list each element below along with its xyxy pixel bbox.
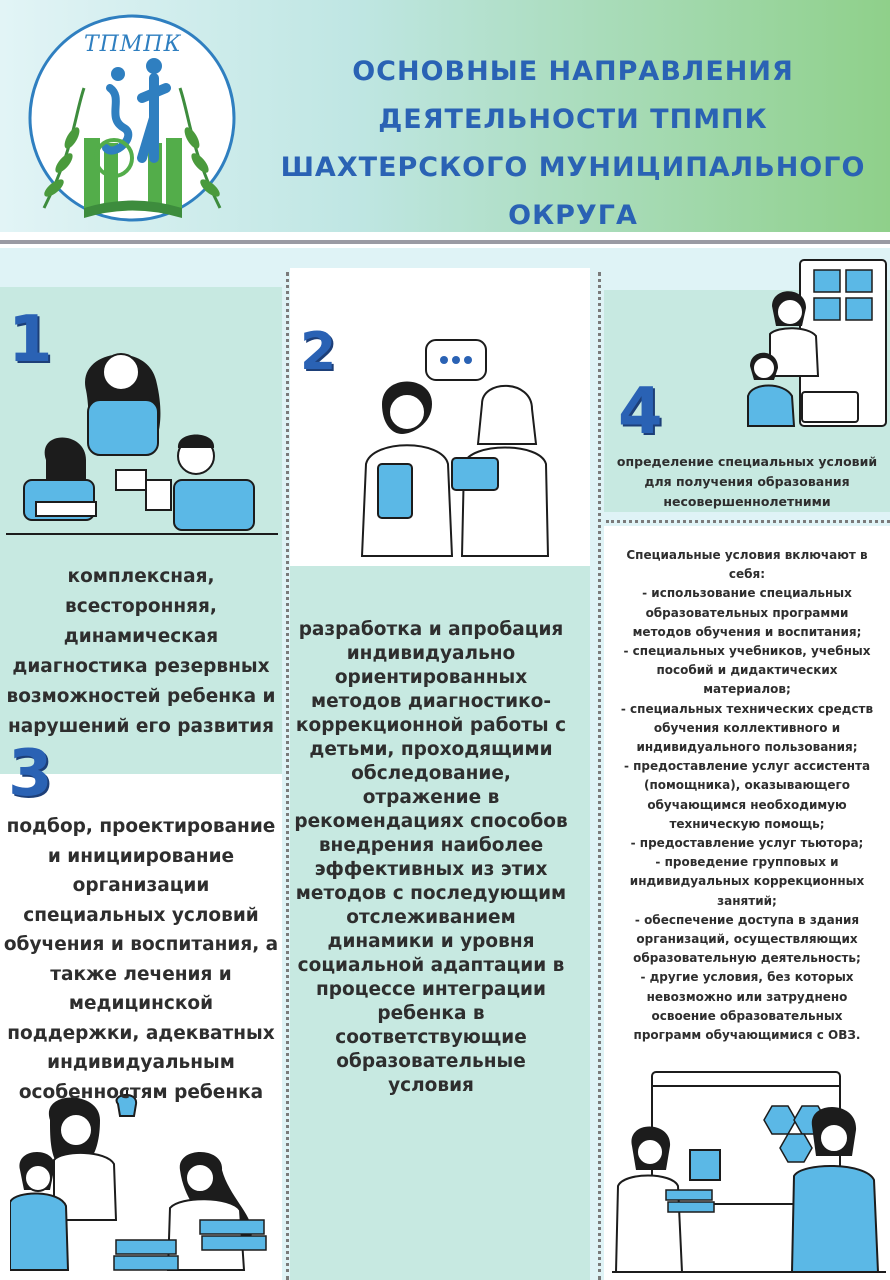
list-item: - проведение групповых и xyxy=(655,855,839,870)
list-item: - предоставление услуг ассистента xyxy=(623,759,871,774)
column-divider xyxy=(286,272,289,1280)
text-line: коррекционной работы с xyxy=(295,715,567,736)
text-line: всесторонняя, xyxy=(65,596,217,617)
text-line: методов с последующим xyxy=(295,883,567,904)
text-line: динамическая xyxy=(63,626,219,647)
list-item: организаций, осуществляющих xyxy=(636,932,858,947)
text-line: индивидуальным xyxy=(47,1052,235,1073)
text-line: определение специальных условий xyxy=(616,454,878,469)
list-item: - использование специальных xyxy=(642,586,852,601)
list-item: - специальных технических средств xyxy=(620,701,874,716)
text-line: особенностям ребенка xyxy=(18,1081,264,1103)
section-1-text xyxy=(0,562,282,742)
list-item: техническую помощь; xyxy=(669,816,825,831)
text-line: подбор, проектирование xyxy=(6,816,276,837)
list-item: - специальных учебников, учебных xyxy=(623,644,871,659)
text-line: отслеживанием xyxy=(346,907,516,928)
list-item: занятий; xyxy=(717,893,777,908)
puzzle-board-illustration-icon xyxy=(742,256,888,436)
list-item: - предоставление услуг тьютора; xyxy=(630,836,864,851)
text-line: диагностика резервных xyxy=(12,656,270,677)
title-line: ШАХТЕРСКОГО МУНИЦИПАЛЬНОГО ОКРУГА xyxy=(280,152,866,231)
speech-bubble-illustration-icon xyxy=(352,334,552,560)
text-line: условия xyxy=(388,1075,474,1096)
list-item: обучающимся необходимую xyxy=(647,797,847,812)
text-line: детьми, проходящими xyxy=(309,739,553,760)
text-line: несовершеннолетними xyxy=(663,494,831,509)
list-item: (помощника), оказывающего xyxy=(643,778,851,793)
text-line: обучения и воспитания, а xyxy=(3,934,279,955)
text-line: организации xyxy=(72,875,210,896)
text-line: рекомендациях способов xyxy=(294,811,568,832)
text-line: обследование, xyxy=(351,763,511,784)
list-item: программ обучающимися с ОВЗ. xyxy=(633,1028,861,1043)
text-line: динамики и уровня xyxy=(327,931,535,952)
computer-screen-illustration-icon xyxy=(612,1066,886,1276)
list-item: невозможно или затруднено xyxy=(646,989,848,1004)
text-line: и инициирование xyxy=(47,845,235,867)
text-line: комплексная, xyxy=(67,566,215,587)
list-item: материалов; xyxy=(703,682,791,697)
text-line: индивидуально xyxy=(346,643,516,664)
text-line: поддержки, адекватных xyxy=(7,1022,275,1044)
text-line: нарушений его развития xyxy=(8,716,274,737)
section-3-number: 3 xyxy=(8,737,53,811)
logo-text: ТПМПК xyxy=(84,32,182,57)
section-2-text xyxy=(290,618,572,1098)
list-item: образовательных программи xyxy=(645,605,849,620)
list-item: обучения коллективного и xyxy=(653,720,841,735)
text-line: эффективных из этих xyxy=(314,859,548,880)
list-item: пособий и дидактических xyxy=(656,663,838,678)
section-2-number: 2 xyxy=(300,322,337,382)
text-line: для получения образования xyxy=(644,474,850,489)
title-line: ОСНОВНЫЕ НАПРАВЛЕНИЯ xyxy=(352,56,794,87)
column-divider xyxy=(598,272,601,1280)
text-line: процессе интеграции xyxy=(316,979,546,1000)
section-3-text xyxy=(0,812,282,1107)
text-line: методов диагностико- xyxy=(310,691,552,712)
text-line: внедрения наиболее xyxy=(318,835,544,856)
list-item: - обеспечение доступа в здания xyxy=(634,912,860,927)
list-item: индивидуального пользования; xyxy=(636,740,858,755)
text-line: ориентированных xyxy=(334,667,528,688)
section-4-number: 4 xyxy=(618,375,663,449)
list-item: Специальные условия включают в xyxy=(626,548,868,562)
text-line: образовательные xyxy=(336,1051,526,1072)
list-item: индивидуальных коррекционных xyxy=(629,874,865,889)
list-item: методов обучения и воспитания; xyxy=(632,624,862,639)
text-line: соответствующие xyxy=(335,1027,527,1048)
section-1-number: 1 xyxy=(8,303,53,377)
page-title xyxy=(258,48,888,240)
section-divider xyxy=(606,520,890,523)
title-line: ДЕЯТЕЛЬНОСТИ ТПМПК xyxy=(378,104,768,135)
text-line: разработка и апробация xyxy=(298,619,564,640)
list-item: образовательную деятельность; xyxy=(633,951,861,966)
list-item: - другие условия, без которых xyxy=(640,970,854,985)
list-item: освоение образовательных xyxy=(651,1008,843,1023)
text-line: медицинской xyxy=(68,993,214,1014)
text-line: ребенка в xyxy=(377,1003,485,1024)
text-line: специальных условий xyxy=(23,904,259,926)
text-line: возможностей ребенка и xyxy=(6,686,276,707)
section-4-text xyxy=(606,452,888,512)
diagnosis-team-illustration-icon xyxy=(6,330,278,538)
text-line: отражение в xyxy=(362,787,500,808)
lightbulb-group-illustration-icon xyxy=(10,1090,278,1276)
special-conditions-list xyxy=(606,546,888,1045)
text-line: также лечения и xyxy=(50,963,232,985)
header-divider xyxy=(0,240,890,244)
text-line: социальной адаптации в xyxy=(297,955,565,976)
list-item: себя: xyxy=(728,567,766,582)
